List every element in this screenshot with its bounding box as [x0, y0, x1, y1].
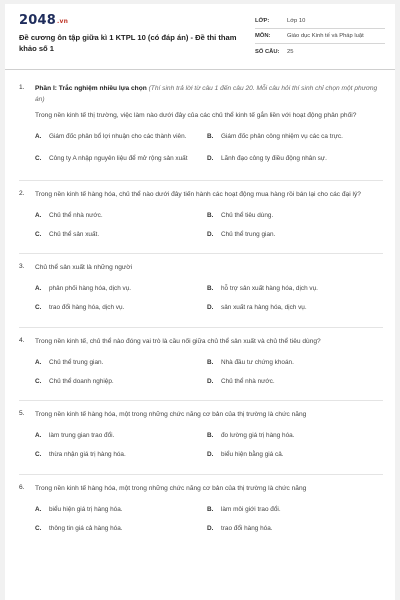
document-title: Đề cương ôn tập giữa kì 1 KTPL 10 (có đáp án) - Đề thi tham khảo số 1 — [19, 33, 237, 53]
question-text: Trong nền kinh tế hàng hóa, chủ thể nào dưới đây tiến hành các hoạt động mua hàng rồi bán lại cho các đại lý? — [35, 190, 361, 198]
option-b[interactable] — [207, 353, 383, 372]
option-text: hỗ trợ sản xuất hàng hóa, dịch vụ. — [221, 285, 318, 293]
question-number: 1. — [19, 84, 25, 91]
option-c[interactable] — [35, 446, 207, 465]
option-b[interactable] — [207, 427, 383, 446]
option-letter: A. — [35, 432, 42, 440]
option-d[interactable] — [207, 372, 383, 391]
option-text: trao đổi hàng hóa, dịch vụ. — [49, 304, 125, 312]
logo-main-text: 2048 — [19, 13, 56, 28]
option-letter: D. — [207, 154, 214, 162]
answer-options — [35, 280, 383, 318]
option-a[interactable] — [35, 500, 207, 519]
option-d[interactable] — [207, 225, 383, 244]
question-text: Chủ thể sản xuất là những người — [35, 264, 133, 271]
meta-row-count — [255, 44, 385, 59]
option-letter: C. — [35, 451, 42, 459]
option-letter: C. — [35, 230, 42, 238]
option-letter: A. — [35, 285, 42, 293]
option-a[interactable] — [35, 427, 207, 446]
option-d[interactable] — [207, 446, 383, 465]
option-a[interactable] — [35, 206, 207, 225]
option-letter: D. — [207, 524, 214, 532]
meta-value: 25 — [287, 48, 294, 55]
option-c[interactable] — [35, 519, 207, 538]
option-text: Nhà đầu tư chứng khoán. — [221, 358, 294, 366]
meta-label: MÔN: — [255, 33, 271, 39]
option-text: thừa nhận giá trị hàng hóa. — [49, 451, 126, 459]
option-b[interactable] — [207, 206, 383, 225]
option-text: biểu hiện giá trị hàng hóa. — [49, 505, 123, 513]
option-c[interactable] — [35, 147, 207, 171]
question-3 — [19, 263, 383, 318]
option-letter: C. — [35, 154, 42, 162]
option-text: đo lường giá trị hàng hóa. — [221, 432, 295, 440]
option-letter: C. — [35, 524, 42, 532]
option-a[interactable] — [35, 128, 207, 147]
meta-row-subject — [255, 29, 385, 44]
option-d[interactable] — [207, 519, 383, 538]
option-letter: A. — [35, 358, 42, 366]
divider — [19, 253, 383, 254]
option-text: Chủ thể tiêu dùng. — [221, 211, 274, 219]
document-page — [5, 4, 395, 600]
question-text: Trong nền kinh tế thị trường, việc làm nào dưới đây của các chủ thể kinh tế gắn liền với hoạt động phân phối? — [35, 112, 357, 119]
option-b[interactable] — [207, 500, 383, 519]
meta-value: Lớp 10 — [287, 18, 306, 24]
answer-options — [35, 427, 383, 465]
option-text: Chủ thể doanh nghiệp. — [49, 377, 114, 385]
option-letter: B. — [207, 505, 214, 513]
option-d[interactable] — [207, 299, 383, 318]
answer-options — [35, 128, 383, 171]
option-text: làm môi giới trao đổi. — [221, 505, 281, 513]
question-number: 6. — [19, 483, 25, 491]
option-letter: A. — [35, 505, 42, 513]
option-text: trao đổi hàng hóa. — [221, 524, 273, 532]
option-letter: A. — [35, 211, 42, 219]
document-header — [5, 4, 395, 70]
answer-options — [35, 206, 383, 244]
option-letter: D. — [207, 230, 214, 238]
option-text: Lãnh đạo công ty điều động nhân sự. — [221, 154, 327, 162]
option-text: biểu hiện bằng giá cả. — [221, 451, 284, 459]
option-b[interactable] — [207, 280, 383, 299]
meta-label: LỚP: — [255, 18, 270, 24]
divider — [19, 180, 383, 181]
answer-options — [35, 353, 383, 391]
meta-row-class — [255, 14, 385, 29]
option-a[interactable] — [35, 280, 207, 299]
question-number: 4. — [19, 336, 25, 344]
part-title: Phần I: Trắc nghiệm nhiều lựa chọn — [35, 85, 147, 92]
option-text: Chủ thể trung gian. — [49, 358, 104, 366]
part-instruction: (Thí sinh trả lời từ câu 1 đến câu 20. Mỗi câu hỏi thí sinh chỉ chọn một phương án) — [35, 85, 378, 103]
option-letter: C. — [35, 377, 42, 385]
question-2 — [19, 190, 383, 245]
divider — [19, 327, 383, 328]
option-a[interactable] — [35, 353, 207, 372]
option-letter: B. — [207, 432, 214, 440]
meta-value: Giáo dục Kinh tế và Pháp luật — [287, 33, 364, 39]
option-d[interactable] — [207, 147, 383, 171]
logo-suffix-text: .vn — [56, 18, 69, 25]
question-6 — [19, 484, 383, 539]
option-c[interactable] — [35, 225, 207, 244]
option-b[interactable] — [207, 128, 383, 147]
question-5 — [19, 410, 383, 465]
meta-label: SỐ CÂU: — [255, 48, 280, 55]
question-4 — [19, 337, 383, 392]
option-text: sản xuất ra hàng hóa, dịch vụ. — [221, 304, 307, 312]
option-letter: D. — [207, 304, 214, 312]
option-letter: B. — [207, 133, 214, 141]
question-number: 3. — [19, 263, 25, 270]
question-number: 5. — [19, 410, 25, 417]
option-text: Giám đốc phân công nhiệm vụ các ca trực. — [221, 133, 343, 141]
divider — [19, 474, 383, 475]
question-number: 2. — [19, 189, 25, 197]
option-text: phân phối hàng hóa, dịch vụ. — [49, 285, 132, 293]
option-letter: A. — [35, 133, 42, 141]
question-text: Trong nền kinh tế hàng hóa, một trong những chức năng cơ bản của thị trường là chức năng — [35, 484, 307, 492]
option-text: Chủ thể nhà nước. — [49, 211, 103, 219]
question-list — [5, 70, 395, 538]
option-letter: B. — [207, 211, 214, 219]
option-c[interactable] — [35, 299, 207, 318]
option-letter: B. — [207, 358, 214, 366]
option-text: Giám đốc phân bổ lợi nhuận cho các thành viên. — [49, 133, 187, 141]
question-1 — [19, 84, 383, 171]
option-text: Chủ thể nhà nước. — [221, 377, 275, 385]
option-text: Chủ thể sản xuất. — [49, 230, 100, 238]
document-meta — [255, 14, 385, 59]
option-c[interactable] — [35, 372, 207, 391]
option-text: Công ty A nhập nguyên liệu để mở rộng sản xuất — [49, 154, 188, 162]
option-letter: B. — [207, 285, 214, 293]
option-letter: D. — [207, 451, 214, 459]
option-text: làm trung gian trao đổi. — [49, 432, 115, 440]
option-letter: D. — [207, 377, 214, 385]
option-text: thông tin giá cả hàng hóa. — [49, 524, 123, 532]
divider — [19, 400, 383, 401]
question-heading — [35, 84, 383, 105]
answer-options — [35, 500, 383, 538]
question-text: Trong nền kinh tế, chủ thể nào đóng vai trò là cầu nối giữa chủ thể sản xuất và chủ thể tiêu dùng? — [35, 337, 321, 345]
question-text: Trong nền kinh tế hàng hóa, một trong những chức năng cơ bản của thị trường là chức năng — [35, 411, 307, 418]
option-letter: C. — [35, 304, 42, 312]
option-text: Chủ thể trung gian. — [221, 230, 276, 238]
